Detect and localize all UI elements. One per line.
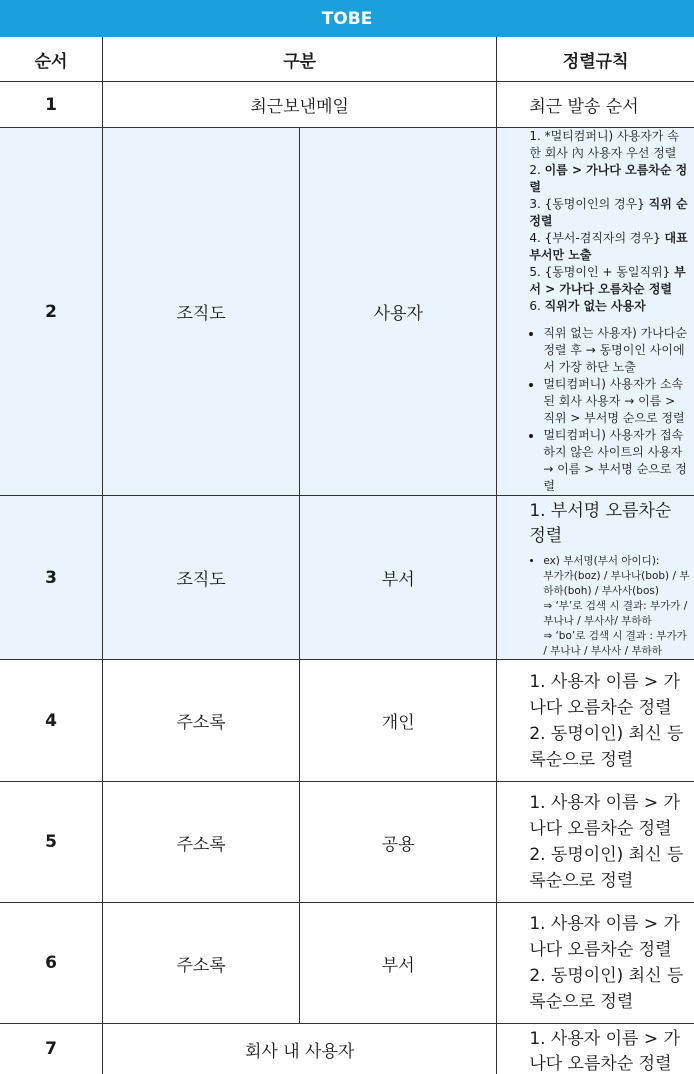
rule-item: 2. 이름 > 가나다 오름차순 정렬 — [529, 162, 688, 196]
order-cell: 2 — [0, 128, 103, 496]
table-row — [0, 128, 694, 496]
header-order: 순서 — [0, 37, 103, 82]
gubun-cell: 주소록 — [103, 782, 300, 903]
header-rule: 정렬규칙 — [497, 37, 694, 82]
rule-list — [529, 669, 694, 773]
note-list — [529, 554, 690, 659]
rule-list — [529, 790, 694, 894]
order-cell: 4 — [0, 660, 103, 782]
order-cell: 1 — [0, 82, 103, 128]
rule-item: 2. 동명이인) 최신 등록순으로 정렬 — [529, 842, 694, 894]
table-row — [0, 660, 694, 782]
table-row — [0, 782, 694, 903]
gubun-cell: 주소록 — [103, 903, 300, 1024]
header-gubun: 구분 — [103, 37, 497, 82]
note-item: • ex) 부서명(부서 아이디): 부가가(boz) / 부나나(bob) / 부하하(boh) / 부사사(bos) ⇒ ‘부’로 검색 시 결과: 부가가 / 부나나 / 부사사/ 부하하 ⇒ ‘bo’로 검색 시 결과 : 부가가 / 부나나 / 부사사 / 부하하 — [543, 554, 690, 659]
table-row — [0, 496, 694, 660]
table-title: TOBE — [0, 0, 694, 37]
sort-rules-table — [0, 37, 694, 1074]
rule-cell — [497, 496, 694, 660]
gubun-cell: 조직도 — [103, 496, 300, 660]
note-item: • 멀티컴퍼니) 사용자가 소속된 회사 사용자 → 이름 > 직위 > 부서명 순으로 정렬 — [543, 376, 688, 427]
note-list — [529, 325, 688, 495]
rule-cell — [497, 782, 694, 903]
rule-list — [529, 911, 694, 1015]
table-row — [0, 903, 694, 1024]
header-row — [0, 37, 694, 82]
rule-item: 1. 사용자 이름 > 가나다 오름차순 정렬 — [529, 669, 694, 721]
gubun-sub-cell: 부서 — [300, 496, 497, 660]
gubun-sub-cell: 개인 — [300, 660, 497, 782]
rule-cell — [497, 128, 694, 496]
rule-item: 1. *멀티컴퍼니) 사용자가 속한 회사 內 사용자 우선 정렬 — [529, 128, 688, 162]
table-row — [0, 82, 694, 128]
rule-cell: 최근 발송 순서 — [497, 82, 694, 128]
rule-item: 5. {동명이인 + 동일직위} 부서 > 가나다 오름차순 정렬 — [529, 264, 688, 298]
gubun-sub-cell: 부서 — [300, 903, 497, 1024]
order-cell: 6 — [0, 903, 103, 1024]
gubun-sub-cell: 공용 — [300, 782, 497, 903]
table-row — [0, 1024, 694, 1074]
gubun-cell: 조직도 — [103, 128, 300, 496]
rule-item: 3. {동명이인의 경우} 직위 순 정렬 — [529, 196, 688, 230]
rule-item: 1. 사용자 이름 > 가나다 오름차순 정렬 — [529, 790, 694, 842]
rule-item: 4. {부서-겸직자의 경우} 대표 부서만 노출 — [529, 230, 688, 264]
rule-cell: 1. 사용자 이름 > 가나다 오름차순 정렬 — [497, 1024, 694, 1074]
rule-item: 2. 동명이인) 최신 등록순으로 정렬 — [529, 963, 694, 1015]
note-item: • 멀티컴퍼니) 사용자가 접속하지 않은 사이트의 사용자 → 이름 > 부서명 순으로 정렬 — [543, 427, 688, 495]
order-cell: 3 — [0, 496, 103, 660]
note-item: • 직위 없는 사용자) 가나다순 정렬 후 → 동명이인 사이에서 가장 하단 노출 — [543, 325, 688, 376]
rule-item: 6. 직위가 없는 사용자 — [529, 298, 688, 315]
gubun-cell: 주소록 — [103, 660, 300, 782]
rule-cell — [497, 903, 694, 1024]
rule-cell — [497, 660, 694, 782]
gubun-sub-cell: 사용자 — [300, 128, 497, 496]
gubun-cell: 회사 내 사용자 — [103, 1024, 497, 1074]
order-cell: 7 — [0, 1024, 103, 1074]
rule-item: 2. 동명이인) 최신 등록순으로 정렬 — [529, 721, 694, 773]
rule-item: 1. 부서명 오름차순 정렬 — [529, 496, 690, 546]
order-cell: 5 — [0, 782, 103, 903]
rule-list — [529, 128, 688, 315]
rule-item: 1. 사용자 이름 > 가나다 오름차순 정렬 — [529, 911, 694, 963]
gubun-cell: 최근보낸메일 — [103, 82, 497, 128]
